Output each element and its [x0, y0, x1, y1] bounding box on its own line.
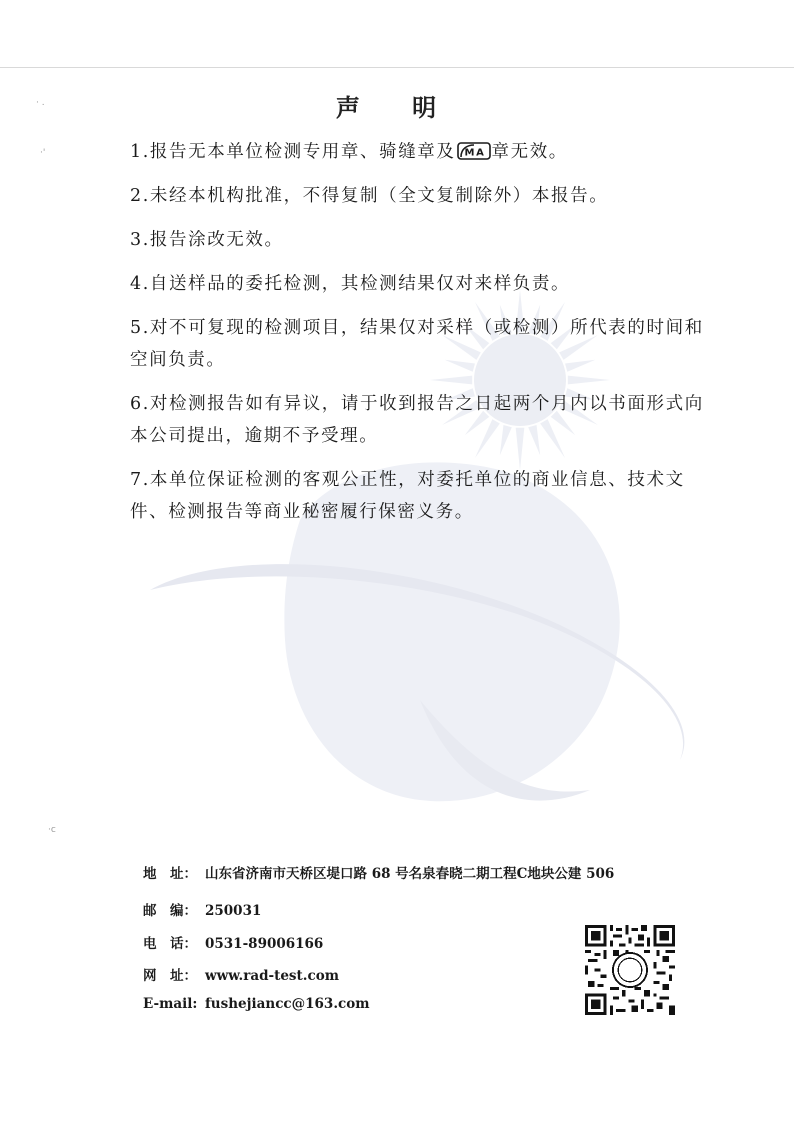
statement-item: 7.本单位保证检测的客观公正性，对委托单位的商业信息、技术文件、检测报告等商业秘密履行保密义务。 — [130, 470, 685, 522]
scan-speck: ·' — [40, 148, 46, 158]
postcode-value: 250031 — [205, 903, 262, 919]
statement-item: 3.报告涂改无效。 — [130, 230, 284, 250]
qr-code[interactable] — [585, 925, 675, 1015]
website-value: www.rad-test.com — [205, 968, 339, 984]
email-label: E-mail: — [143, 996, 198, 1012]
phone-value: 0531-89006166 — [205, 936, 324, 952]
statement-item: 2.未经本机构批准，不得复制（全文复制除外）本报告。 — [130, 186, 609, 206]
address-label: 地 址： — [143, 866, 197, 882]
email-row — [143, 996, 370, 1018]
scan-speck: · . — [36, 98, 45, 108]
cma-mark-letters: MA — [464, 147, 485, 159]
scan-speck: ·ⅽ — [48, 825, 56, 835]
email-value: fushejiancc@163.com — [205, 996, 370, 1012]
phone-row — [143, 932, 323, 954]
phone-label: 电 话： — [143, 936, 197, 952]
statement-item: 5.对不可复现的检测项目，结果仅对采样（或检测）所代表的时间和空间负责。 — [130, 318, 704, 370]
postcode-row — [143, 899, 261, 921]
page-title: 声 明 — [335, 93, 459, 122]
statement-item: 1.报告无本单位检测专用章、骑缝章及 MA 章无效。 — [130, 142, 568, 162]
cma-certification-mark — [457, 142, 491, 160]
address-value: 山东省济南市天桥区堤口路 68 号名泉春晓二期工程C地块公建 506 — [205, 866, 615, 882]
statement-item: 6.对检测报告如有异议，请于收到报告之日起两个月内以书面形式向本公司提出，逾期不予受理。 — [130, 394, 704, 446]
address-row — [143, 862, 614, 884]
website-label: 网 址： — [143, 968, 197, 984]
statement-item: 4.自送样品的委托检测，其检测结果仅对来样负责。 — [130, 274, 571, 294]
postcode-label: 邮 编： — [143, 903, 197, 919]
statement-list — [130, 136, 720, 540]
website-row — [143, 964, 339, 986]
